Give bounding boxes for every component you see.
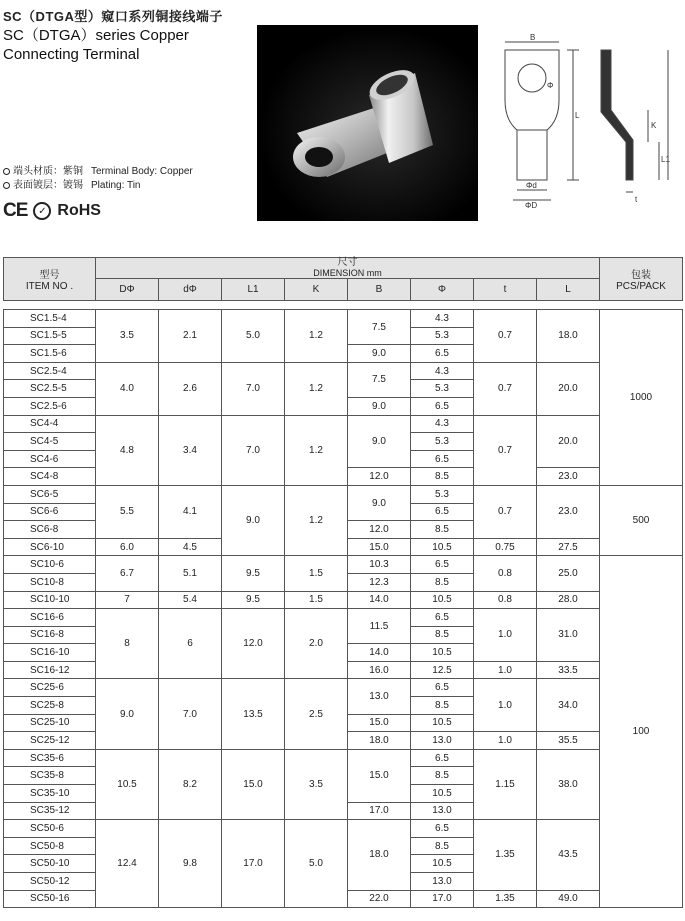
- cell-item: SC6-6: [4, 503, 96, 521]
- cell-D: 3.5: [96, 310, 159, 363]
- product-photo: [257, 25, 478, 221]
- table-row: [4, 310, 683, 328]
- header-dim-en: DIMENSION mm: [313, 268, 382, 278]
- cell-B: 11.5: [348, 609, 411, 644]
- cell-item: SC50-6: [4, 820, 96, 838]
- dimension-table: [3, 257, 682, 908]
- cell-L1: 9.0: [222, 485, 285, 555]
- cell-L: 31.0: [537, 609, 600, 662]
- cell-D: 4.8: [96, 415, 159, 485]
- certification-logos: [3, 200, 101, 222]
- table-row: [4, 556, 683, 574]
- cell-L1: 7.0: [222, 362, 285, 415]
- cell-K: 3.5: [285, 749, 348, 819]
- col-header-K: K: [285, 279, 348, 301]
- cell-D: 9.0: [96, 679, 159, 749]
- cell-d: 3.4: [159, 415, 222, 485]
- cell-item: SC16-8: [4, 626, 96, 644]
- cell-B: 16.0: [348, 661, 411, 679]
- cell-item: SC35-6: [4, 749, 96, 767]
- cell-B: 9.0: [348, 397, 411, 415]
- cell-item: SC6-5: [4, 485, 96, 503]
- cell-L: 38.0: [537, 749, 600, 819]
- cell-item: SC25-10: [4, 714, 96, 732]
- header-pack: [600, 258, 683, 301]
- cell-B: 14.0: [348, 591, 411, 609]
- table-row: [4, 820, 683, 838]
- cell-phi: 6.5: [411, 556, 474, 574]
- cell-B: 14.0: [348, 644, 411, 662]
- cell-pack-1000: 1000: [600, 310, 683, 486]
- cell-K: 1.2: [285, 485, 348, 555]
- col-header-L1: L1: [222, 279, 285, 301]
- cell-d: 5.4: [159, 591, 222, 609]
- cell-item: SC35-12: [4, 802, 96, 820]
- cell-item: SC4-6: [4, 450, 96, 468]
- cell-item: SC2.5-5: [4, 380, 96, 398]
- cell-phi: 5.3: [411, 433, 474, 451]
- cell-L: 23.0: [537, 485, 600, 538]
- cell-t: 1.0: [474, 661, 537, 679]
- cell-L1: 9.5: [222, 591, 285, 609]
- lug-dimension-diagram-icon: [483, 30, 683, 222]
- dim-label-l: L: [575, 111, 580, 120]
- cell-item: SC10-8: [4, 573, 96, 591]
- spec-body-cn: 端头材质：紫铜: [3, 165, 91, 179]
- cell-t: 0.7: [474, 415, 537, 485]
- cell-phi: 5.3: [411, 485, 474, 503]
- cell-phi: 8.5: [411, 468, 474, 486]
- cell-phi: 5.3: [411, 327, 474, 345]
- cell-t: 1.0: [474, 679, 537, 732]
- cell-B: 15.0: [348, 749, 411, 802]
- cell-B: 12.3: [348, 573, 411, 591]
- header-dimension: [96, 258, 600, 279]
- copper-lug-icon: [257, 25, 478, 221]
- cell-L1: 5.0: [222, 310, 285, 363]
- cell-d: 2.6: [159, 362, 222, 415]
- cell-L: 20.0: [537, 362, 600, 415]
- cell-t: 1.15: [474, 749, 537, 819]
- material-specs: [3, 165, 193, 193]
- cell-phi: 5.3: [411, 380, 474, 398]
- cell-L: 28.0: [537, 591, 600, 609]
- cell-L: 20.0: [537, 415, 600, 468]
- cell-item: SC50-12: [4, 873, 96, 891]
- cell-K: 5.0: [285, 820, 348, 908]
- header-item-cn: 型号: [39, 270, 60, 281]
- cell-L1: 9.5: [222, 556, 285, 591]
- cell-B: 18.0: [348, 732, 411, 750]
- cell-B: 18.0: [348, 820, 411, 890]
- dim-label-b: B: [530, 33, 536, 42]
- cell-phi: 4.3: [411, 415, 474, 433]
- cell-phi: 10.5: [411, 538, 474, 556]
- cell-phi: 8.5: [411, 837, 474, 855]
- cell-phi: 12.5: [411, 661, 474, 679]
- table-row: [4, 749, 683, 767]
- cell-phi: 17.0: [411, 890, 474, 908]
- cell-d: 2.1: [159, 310, 222, 363]
- cell-D: 7: [96, 591, 159, 609]
- dim-label-l1: L1: [661, 155, 670, 164]
- cell-t: 0.75: [474, 538, 537, 556]
- cell-L: 27.5: [537, 538, 600, 556]
- cell-item: SC6-10: [4, 538, 96, 556]
- cell-L: 25.0: [537, 556, 600, 591]
- header-dim-cn: 尺寸: [337, 257, 358, 268]
- dim-label-k: K: [651, 121, 657, 130]
- cell-L: 18.0: [537, 310, 600, 363]
- cell-t: 0.8: [474, 591, 537, 609]
- cell-phi: 10.5: [411, 591, 474, 609]
- cell-t: 1.35: [474, 820, 537, 890]
- cell-phi: 6.5: [411, 609, 474, 627]
- spec-table: [3, 257, 683, 908]
- col-header-D: DΦ: [96, 279, 159, 301]
- cell-K: 1.5: [285, 591, 348, 609]
- cell-D: 4.0: [96, 362, 159, 415]
- cell-L1: 12.0: [222, 609, 285, 679]
- spec-plating-en: Plating: Tin: [91, 180, 141, 191]
- cell-B: 7.5: [348, 362, 411, 397]
- cell-t: 1.0: [474, 609, 537, 662]
- cell-item: SC1.5-5: [4, 327, 96, 345]
- cell-B: 15.0: [348, 714, 411, 732]
- cell-B: 7.5: [348, 310, 411, 345]
- cell-B: 12.0: [348, 521, 411, 539]
- cell-d: 6: [159, 609, 222, 679]
- cell-item: SC4-4: [4, 415, 96, 433]
- col-header-phi: Φ: [411, 279, 474, 301]
- cell-D: 6.0: [96, 538, 159, 556]
- cell-d: 9.8: [159, 820, 222, 908]
- header-item-en: ITEM NO .: [25, 281, 74, 292]
- cell-item: SC35-10: [4, 785, 96, 803]
- sgs-mark-icon: ✓: [33, 202, 51, 220]
- cell-phi: 8.5: [411, 767, 474, 785]
- cell-B: 12.0: [348, 468, 411, 486]
- cell-phi: 13.0: [411, 873, 474, 891]
- cell-item: SC4-5: [4, 433, 96, 451]
- cell-K: 2.5: [285, 679, 348, 749]
- cell-phi: 6.5: [411, 397, 474, 415]
- ce-mark-icon: CE: [3, 200, 28, 221]
- cell-t: 0.7: [474, 310, 537, 363]
- cell-phi: 8.5: [411, 573, 474, 591]
- header-item: [4, 258, 96, 301]
- cell-phi: 13.0: [411, 802, 474, 820]
- cell-B: 10.3: [348, 556, 411, 574]
- cell-item: SC16-10: [4, 644, 96, 662]
- cell-item: SC2.5-4: [4, 362, 96, 380]
- technical-drawing: [483, 30, 683, 222]
- cell-phi: 6.5: [411, 820, 474, 838]
- cell-item: SC25-8: [4, 697, 96, 715]
- cell-B: 17.0: [348, 802, 411, 820]
- cell-B: 22.0: [348, 890, 411, 908]
- cell-L1: 7.0: [222, 415, 285, 485]
- cell-item: SC50-10: [4, 855, 96, 873]
- cell-phi: 4.3: [411, 310, 474, 328]
- cell-phi: 6.5: [411, 503, 474, 521]
- col-header-L: L: [537, 279, 600, 301]
- cell-t: 1.0: [474, 732, 537, 750]
- cell-L: 49.0: [537, 890, 600, 908]
- cell-t: 0.7: [474, 362, 537, 415]
- cell-L: 35.5: [537, 732, 600, 750]
- cell-phi: 10.5: [411, 644, 474, 662]
- cell-item: SC50-16: [4, 890, 96, 908]
- header-pack-cn: 包装: [631, 270, 651, 281]
- cell-D: 8: [96, 609, 159, 679]
- cell-t: 0.7: [474, 485, 537, 538]
- spec-body-en: Terminal Body: Copper: [91, 166, 193, 177]
- cell-phi: 6.5: [411, 749, 474, 767]
- title-block: [3, 6, 223, 63]
- cell-D: 6.7: [96, 556, 159, 591]
- cell-d: 8.2: [159, 749, 222, 819]
- cell-K: 1.2: [285, 362, 348, 415]
- cell-item: SC16-12: [4, 661, 96, 679]
- cell-pack-500: 500: [600, 485, 683, 555]
- cell-B: 15.0: [348, 538, 411, 556]
- cell-K: 1.5: [285, 556, 348, 591]
- cell-K: 2.0: [285, 609, 348, 679]
- spec-plating-cn: 表面镀层：镀锡: [3, 179, 91, 193]
- cell-phi: 4.3: [411, 362, 474, 380]
- cell-B: 9.0: [348, 345, 411, 363]
- cell-item: SC16-6: [4, 609, 96, 627]
- cell-item: SC4-8: [4, 468, 96, 486]
- cell-item: SC1.5-4: [4, 310, 96, 328]
- col-header-t: t: [474, 279, 537, 301]
- cell-L1: 17.0: [222, 820, 285, 908]
- cell-d: 5.1: [159, 556, 222, 591]
- cell-pack-100: 100: [600, 556, 683, 908]
- cell-L1: 15.0: [222, 749, 285, 819]
- cell-d: 4.1: [159, 485, 222, 538]
- cell-item: SC25-6: [4, 679, 96, 697]
- cell-B: 9.0: [348, 415, 411, 468]
- cell-phi: 6.5: [411, 450, 474, 468]
- dim-label-t: t: [635, 195, 638, 204]
- cell-D: 12.4: [96, 820, 159, 908]
- cell-phi: 8.5: [411, 521, 474, 539]
- cell-item: SC35-8: [4, 767, 96, 785]
- cell-K: 1.2: [285, 310, 348, 363]
- cell-phi: 6.5: [411, 345, 474, 363]
- cell-t: 0.8: [474, 556, 537, 591]
- cell-L: 33.5: [537, 661, 600, 679]
- table-row: [4, 415, 683, 433]
- cell-t: 1.35: [474, 890, 537, 908]
- cell-item: SC1.5-6: [4, 345, 96, 363]
- cell-D: 5.5: [96, 485, 159, 538]
- cell-B: 13.0: [348, 679, 411, 714]
- cell-d: 7.0: [159, 679, 222, 749]
- cell-item: SC6-8: [4, 521, 96, 539]
- cell-phi: 8.5: [411, 697, 474, 715]
- cell-phi: 8.5: [411, 626, 474, 644]
- cell-phi: 10.5: [411, 855, 474, 873]
- rohs-mark-icon: RoHS: [57, 202, 101, 219]
- cell-phi: 10.5: [411, 785, 474, 803]
- spec-row-plating: [3, 179, 193, 193]
- cell-phi: 6.5: [411, 679, 474, 697]
- spec-row-body: [3, 165, 193, 179]
- cell-L1: 13.5: [222, 679, 285, 749]
- cell-phi: 10.5: [411, 714, 474, 732]
- cell-K: 1.2: [285, 415, 348, 485]
- cell-d: 4.5: [159, 538, 222, 556]
- header-pack-en: PCS/PACK: [616, 281, 666, 292]
- dim-label-d-large: ΦD: [525, 201, 538, 210]
- cell-item: SC10-6: [4, 556, 96, 574]
- title-english-line1: SC（DTGA）series Copper: [3, 27, 189, 44]
- table-row: [4, 362, 683, 380]
- cell-phi: 13.0: [411, 732, 474, 750]
- table-row: [4, 679, 683, 697]
- cell-L: 43.5: [537, 820, 600, 890]
- col-header-d: dΦ: [159, 279, 222, 301]
- title-english-line2: Connecting Terminal: [3, 46, 140, 63]
- cell-item: SC2.5-6: [4, 397, 96, 415]
- cell-D: 10.5: [96, 749, 159, 819]
- cell-L: 34.0: [537, 679, 600, 732]
- cell-L: 23.0: [537, 468, 600, 486]
- cell-item: SC10-10: [4, 591, 96, 609]
- table-row: [4, 591, 683, 609]
- table-row: [4, 485, 683, 503]
- cell-item: SC25-12: [4, 732, 96, 750]
- table-row: [4, 609, 683, 627]
- title-chinese: SC（DTGA型）窥口系列铜接线端子: [3, 9, 223, 24]
- col-header-B: B: [348, 279, 411, 301]
- dim-label-phi: Φ: [547, 81, 554, 90]
- dim-label-d-small: Φd: [526, 181, 537, 190]
- cell-B: 9.0: [348, 485, 411, 520]
- cell-item: SC50-8: [4, 837, 96, 855]
